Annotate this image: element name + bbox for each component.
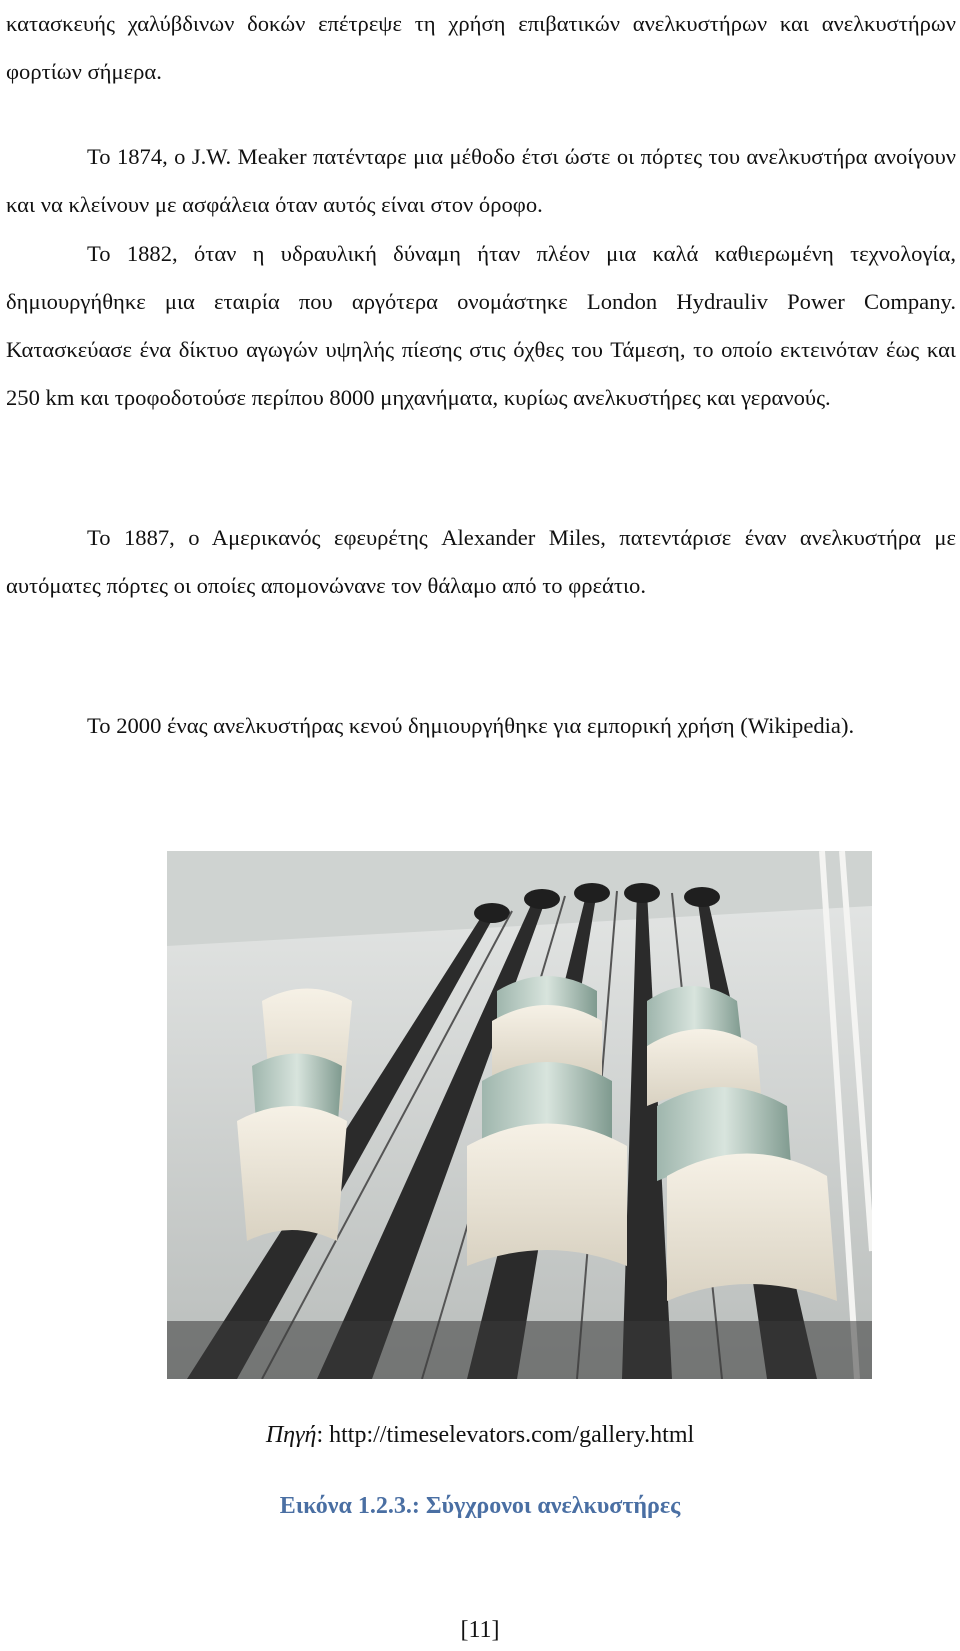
elevators-photo <box>167 851 872 1379</box>
paragraph-1882: Το 1882, όταν η υδραυλική δύναμη ήταν πλέον μια καλά καθιερωμένη τεχνολογία, δημιουργήθηκε μια εταιρία που αργότερα ονομάστηκε London Hydrauliv Power Company. Κατασκεύασε ένα δίκτυο αγωγών υψηλής πίεσης στις όχθες του Τάμεση, το οποίο εκτεινόταν έως και 250 km και τροφοδοτούσε περίπου 8000 μηχανήματα, κυρίως ανελκυστήρες και γερανούς. <box>6 241 956 410</box>
figure-source <box>0 1419 960 1451</box>
paragraph-2000: Το 2000 ένας ανελκυστήρας κενού δημιουργήθηκε για εμπορική χρήση (Wikipedia). <box>87 713 855 738</box>
paragraph-continuation: κατασκευής χαλύβδινων δοκών επέτρεψε τη χρήση επιβατικών ανελκυστήρων και ανελκυστήρων φορτίων σήμερα. <box>6 11 956 84</box>
source-label: Πηγή <box>265 1422 317 1448</box>
paragraph-1874: Το 1874, ο J.W. Meaker πατένταρε μια μέθοδο έτσι ώστε οι πόρτες του ανελκυστήρα ανοίγουν και να κλείνουν με ασφάλεια όταν αυτός είναι στον όροφο. <box>6 144 956 217</box>
page-number: [11] <box>460 1617 500 1643</box>
source-separator: : <box>316 1422 330 1448</box>
paragraph-1887: Το 1887, ο Αμερικανός εφευρέτης Alexander Miles, πατεντάρισε έναν ανελκυστήρα με αυτόματες πόρτες οι οποίες απομονώνανε τον θάλαμο από το φρεάτιο. <box>6 525 956 598</box>
source-url: http://timeselevators.com/gallery.html <box>329 1422 695 1448</box>
figure-caption: Εικόνα 1.2.3.: Σύγχρονοι ανελκυστήρες <box>279 1493 681 1519</box>
elevator-shafts-illustration <box>167 851 872 1379</box>
